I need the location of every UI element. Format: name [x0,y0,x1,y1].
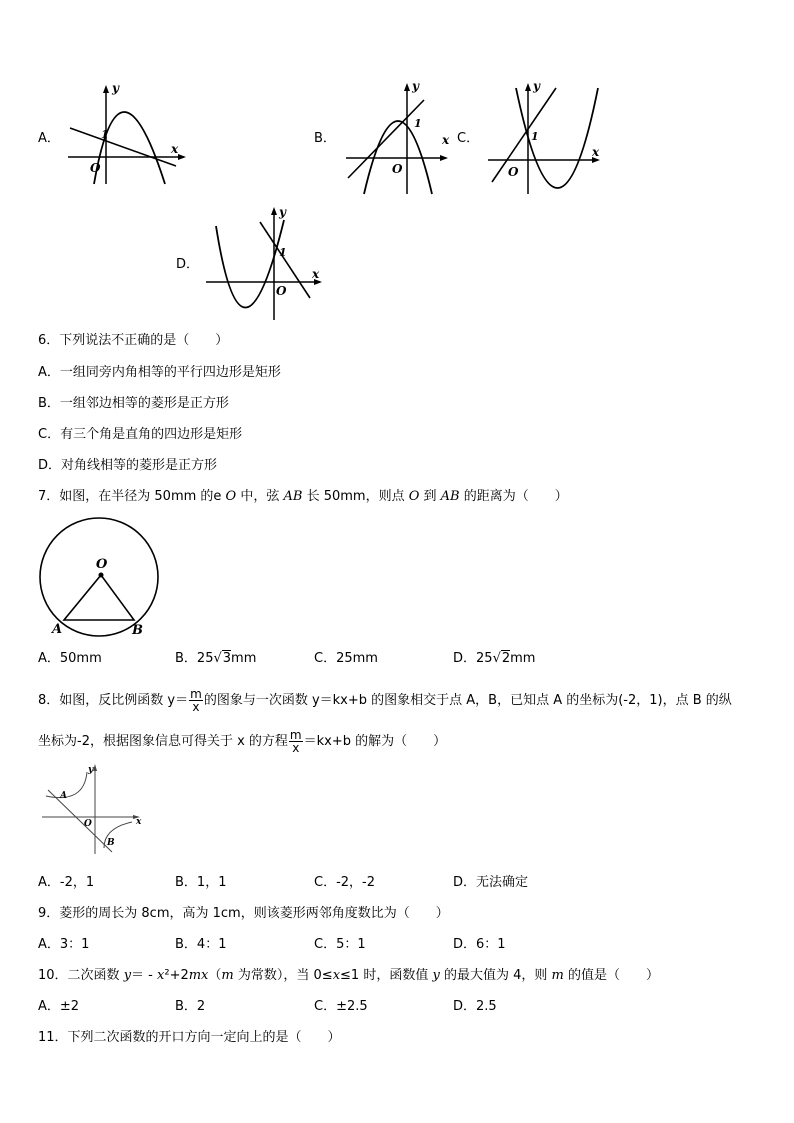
q5-option-d-label: D． [176,257,200,272]
q6-option-d: D．对角线相等的菱形是正方形 [38,458,218,473]
q10-option-b: B．2 [175,999,206,1014]
x-label: x [312,267,320,281]
y-label: y [533,79,540,93]
q8-option-d: D．无法确定 [453,875,529,890]
q6-option-a: A．一组同旁内角相等的平行四边形是矩形 [38,365,281,380]
y-arrow-icon [525,83,531,91]
intercept-label: 1 [101,128,109,141]
label-x: x [136,817,142,827]
y-arrow-icon [271,207,277,215]
q7-option-a: A．50mm [38,651,102,666]
q5-graph-b [344,78,459,198]
origin-label: O [508,165,519,179]
y-arrow-icon [404,83,410,91]
q6-stem: 6．下列说法不正确的是（ ） [38,333,229,348]
fraction-m-over-x: $\frac{m}{x}$ [289,728,302,755]
center-point [99,573,104,578]
line [348,100,424,178]
origin-label: O [392,162,403,176]
q6-option-c: C．有三个角是直角的四边形是矩形 [38,427,243,442]
q8-stem-line2: 坐标为-2，根据图象信息可得关于 x 的方程 $\frac{m}{x}$ ＝kx+b 的解为（ ） [38,728,447,755]
q10-stem: 10．二次函数 y＝ - x²+2mx（m 为常数），当 0≤x≤1 时，函数值 y 的最大值为 4，则 m 的值是（ ） [38,968,659,983]
q5-option-a-label: A． [38,131,60,146]
x-label: x [442,133,450,147]
q9-option-d: D．6：1 [453,937,506,952]
origin-label: O [276,284,287,298]
x-arrow-icon [178,154,186,160]
q10-option-c: C．±2.5 [314,999,368,1014]
intercept-label: 1 [531,130,539,143]
intercept-label: 1 [279,246,287,259]
q7-option-c: C．25mm [314,651,378,666]
q7-option-b: B．25√3mm [175,651,257,666]
q11-stem: 11．下列二次函数的开口方向一定向上的是（ ） [38,1030,341,1045]
x-label: x [592,145,600,159]
label-o: O [84,819,92,829]
parabola [94,112,165,184]
q8-figure [40,760,150,860]
y-label: y [112,81,119,95]
x-arrow-icon [440,155,448,161]
intercept-label: 1 [414,117,422,130]
q10-option-d: D．2.5 [453,999,497,1014]
q9-option-b: B．4：1 [175,937,227,952]
triangle [64,575,134,620]
y-label: y [412,79,419,93]
q9-option-a: A．3：1 [38,937,90,952]
y-arrow-icon [93,764,97,771]
q8-option-c: C．-2，-2 [314,875,376,890]
line [48,790,112,852]
label-o: O [96,557,108,572]
q7-stem: 7．如图，在半径为 50mm 的e O 中，弦 AB 长 50mm，则点 O 到 AB 的距离为（ ） [38,489,568,504]
q7-option-d: D．25√2mm [453,651,536,666]
q8-option-b: B．1，1 [175,875,227,890]
q6-option-b: B．一组邻边相等的菱形是正方形 [38,396,229,411]
q9-stem: 9．菱形的周长为 8cm，高为 1cm，则该菱形两邻角度数比为（ ） [38,906,449,921]
q5-graph-d [204,202,329,324]
y-label: y [279,205,286,219]
q5-graph-c [486,78,606,196]
label-b: B [107,838,115,848]
q8-option-a: A．-2，1 [38,875,95,890]
q5-option-c-label: C． [457,131,480,146]
line [492,88,556,182]
label-b: B [132,623,143,638]
label-a: A [52,622,63,637]
x-label: x [171,142,179,156]
q5-graph-a [62,80,192,188]
q8-stem-line1: 8．如图，反比例函数 y＝ $\frac{m}{x}$ 的图象与一次函数 y＝kx+b 的图象相交于点 A，B，已知点 A 的坐标为(-2，1)，点 B 的纵 [38,687,732,714]
origin-label: O [90,161,101,175]
q7-circle-figure [38,516,163,641]
y-arrow-icon [103,85,109,93]
fraction-m-over-x: $\frac{m}{x}$ [190,687,202,714]
q10-option-a: A．±2 [38,999,80,1014]
q9-option-c: C．5：1 [314,937,366,952]
line [70,128,176,166]
label-y: y [88,765,94,775]
label-a: A [60,791,67,801]
q5-option-b-label: B． [314,131,336,146]
